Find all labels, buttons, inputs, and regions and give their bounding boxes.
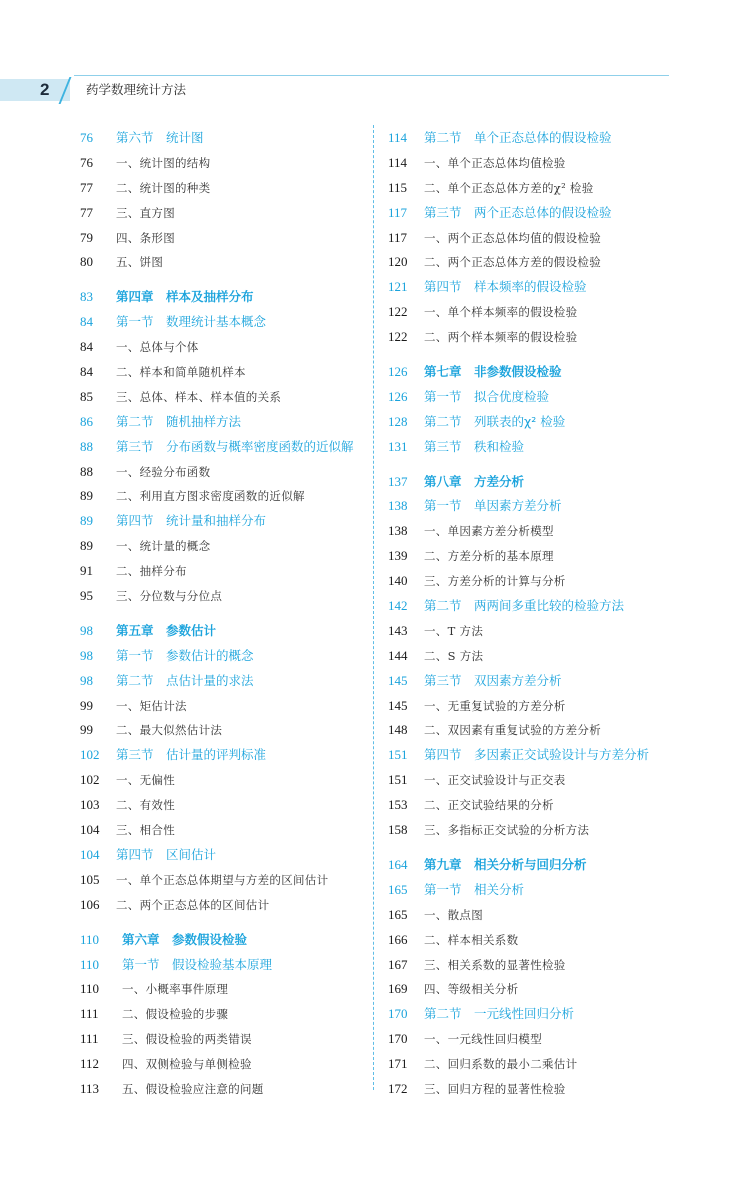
toc-entry-title: 二、统计图的种类 bbox=[116, 180, 211, 195]
toc-page-number: 144 bbox=[388, 647, 408, 663]
book-title: 药学数理统计方法 bbox=[86, 82, 187, 97]
toc-entry-item bbox=[388, 905, 688, 930]
toc-page-number: 126 bbox=[388, 388, 408, 404]
toc-entry-section bbox=[388, 412, 688, 437]
toc-entry-title: 第二节 列联表的χ² 检验 bbox=[424, 413, 566, 429]
toc-entry-section bbox=[80, 646, 370, 671]
toc-page-number: 104 bbox=[80, 822, 100, 838]
toc-entry-item bbox=[388, 955, 688, 980]
toc-entry-chapter bbox=[388, 472, 688, 497]
toc-entry-title: 第九章 相关分析与回归分析 bbox=[424, 856, 587, 872]
toc-entry-title: 第八章 方差分析 bbox=[424, 473, 525, 489]
toc-entry-item bbox=[388, 646, 688, 671]
toc-page-number: 88 bbox=[80, 463, 93, 479]
toc-entry-title: 二、单个正态总体方差的χ² 检验 bbox=[424, 180, 594, 195]
toc-entry-title: 第四节 区间估计 bbox=[116, 846, 217, 862]
toc-entry-item bbox=[80, 387, 370, 412]
toc-page-number: 89 bbox=[80, 538, 93, 554]
toc-entry-title: 第一节 拟合优度检验 bbox=[424, 388, 550, 404]
toc-entry-title: 第三节 分布函数与概率密度函数的近似解 bbox=[116, 438, 354, 454]
toc-entry-title: 第六节 统计图 bbox=[116, 130, 204, 145]
toc-page-number: 98 bbox=[80, 647, 93, 663]
toc-entry-item bbox=[388, 720, 688, 745]
toc-entry-item bbox=[80, 228, 370, 253]
toc-page-number: 171 bbox=[388, 1056, 408, 1072]
toc-entry-item bbox=[80, 586, 370, 611]
toc-entry-section bbox=[388, 128, 688, 153]
toc-page-number: 167 bbox=[388, 956, 408, 972]
toc-page-number: 111 bbox=[80, 1031, 99, 1047]
toc-page-number: 102 bbox=[80, 772, 100, 788]
toc-entry-item bbox=[80, 1004, 370, 1029]
page-number-tab bbox=[0, 79, 70, 101]
toc-entry-section bbox=[80, 845, 370, 870]
toc-entry-title: 一、经验分布函数 bbox=[116, 464, 211, 479]
toc-page-number: 114 bbox=[388, 154, 408, 170]
toc-page-number: 114 bbox=[388, 130, 408, 145]
toc-entry-section bbox=[388, 277, 688, 302]
toc-entry-title: 二、两个正态总体方差的假设检验 bbox=[424, 255, 601, 270]
toc-page-number: 99 bbox=[80, 697, 93, 713]
toc-entry-title: 第二节 两两间多重比较的检验方法 bbox=[424, 598, 625, 614]
toc-page-number: 83 bbox=[80, 289, 93, 305]
toc-entry-title: 二、利用直方图求密度函数的近似解 bbox=[116, 489, 305, 504]
toc-entry-title: 二、双因素有重复试验的方差分析 bbox=[424, 723, 601, 738]
toc-page-number: 172 bbox=[388, 1080, 408, 1096]
toc-page-number: 166 bbox=[388, 931, 408, 947]
toc-entry-title: 一、统计图的结构 bbox=[116, 155, 211, 170]
toc-entry-title: 三、方差分析的计算与分析 bbox=[424, 574, 566, 589]
toc-entry-section bbox=[80, 437, 370, 462]
toc-entry-title: 一、单个样本频率的假设检验 bbox=[424, 305, 578, 320]
toc-entry-section bbox=[388, 437, 688, 462]
toc-entry-item bbox=[80, 795, 370, 820]
toc-entry-title: 三、相合性 bbox=[116, 823, 175, 838]
toc-entry-title: 一、无偏性 bbox=[116, 773, 175, 788]
toc-page-number: 122 bbox=[388, 304, 408, 320]
toc-page-number: 113 bbox=[80, 1080, 100, 1096]
toc-page-number: 104 bbox=[80, 846, 100, 862]
toc-entry-title: 四、等级相关分析 bbox=[424, 982, 519, 997]
toc-entry-item bbox=[388, 621, 688, 646]
toc-entry-item bbox=[388, 546, 688, 571]
toc-page-number: 117 bbox=[388, 229, 408, 245]
toc-entry-title: 一、小概率事件原理 bbox=[122, 982, 229, 997]
toc-page-number: 137 bbox=[388, 473, 408, 489]
toc-entry-title: 三、假设检验的两类错误 bbox=[122, 1032, 252, 1047]
toc-entry-item bbox=[80, 820, 370, 845]
toc-page-number: 80 bbox=[80, 254, 93, 270]
toc-right-column bbox=[388, 128, 688, 1104]
toc-page-number: 117 bbox=[388, 204, 408, 220]
toc-entry-item bbox=[80, 153, 370, 178]
toc-entry-title: 第四节 样本频率的假设检验 bbox=[424, 279, 587, 295]
toc-entry-title: 一、一元线性回归模型 bbox=[424, 1032, 542, 1047]
toc-entry-section bbox=[388, 596, 688, 621]
toc-entry-section bbox=[80, 955, 370, 980]
toc-page-number: 140 bbox=[388, 573, 408, 589]
toc-entry-title: 五、饼图 bbox=[116, 255, 164, 270]
toc-page-number: 98 bbox=[80, 622, 93, 638]
toc-page-number: 151 bbox=[388, 747, 408, 763]
toc-entry-title: 第一节 数理统计基本概念 bbox=[116, 314, 267, 330]
toc-entry-title: 第一节 单因素方差分析 bbox=[424, 498, 562, 514]
toc-left-column bbox=[80, 128, 370, 1104]
toc-entry-section bbox=[388, 496, 688, 521]
toc-entry-title: 第一节 参数估计的概念 bbox=[116, 647, 254, 663]
toc-page-number: 145 bbox=[388, 697, 408, 713]
toc-entry-item bbox=[388, 178, 688, 203]
toc-page-number: 128 bbox=[388, 413, 408, 429]
toc-page-number: 106 bbox=[80, 896, 100, 912]
toc-entry-chapter bbox=[80, 621, 370, 646]
toc-entry-title: 一、总体与个体 bbox=[116, 340, 199, 355]
toc-page-number: 84 bbox=[80, 339, 93, 355]
toc-entry-title: 三、回归方程的显著性检验 bbox=[424, 1081, 566, 1096]
toc-entry-title: 第二节 点估计量的求法 bbox=[116, 672, 254, 688]
toc-page-number: 139 bbox=[388, 548, 408, 564]
toc-entry-item bbox=[80, 252, 370, 277]
toc-entry-section bbox=[388, 880, 688, 905]
toc-entry-item bbox=[80, 979, 370, 1004]
toc-entry-section bbox=[388, 1004, 688, 1029]
header-rule bbox=[74, 75, 669, 76]
toc-entry-title: 第五章 参数估计 bbox=[116, 622, 217, 638]
toc-entry-section bbox=[80, 511, 370, 536]
toc-page-number: 138 bbox=[388, 498, 408, 514]
toc-page-number: 121 bbox=[388, 279, 408, 295]
toc-entry-title: 第二节 一元线性回归分析 bbox=[424, 1006, 575, 1022]
toc-entry-item bbox=[80, 178, 370, 203]
toc-entry-title: 第三节 秩和检验 bbox=[424, 438, 525, 454]
toc-page-number: 138 bbox=[388, 523, 408, 539]
toc-entry-title: 二、回归系数的最小二乘估计 bbox=[424, 1057, 578, 1072]
toc-page-number: 115 bbox=[388, 179, 408, 195]
toc-page-number: 111 bbox=[80, 1006, 99, 1022]
toc-entry-title: 二、两个正态总体的区间估计 bbox=[116, 897, 270, 912]
toc-page-number: 84 bbox=[80, 314, 93, 330]
toc-page-number: 99 bbox=[80, 722, 93, 738]
toc-entry-title: 五、假设检验应注意的问题 bbox=[122, 1081, 264, 1096]
toc-page-number: 170 bbox=[388, 1031, 408, 1047]
toc-page-number: 142 bbox=[388, 598, 408, 614]
toc-entry-section bbox=[80, 745, 370, 770]
toc-entry-title: 二、假设检验的步骤 bbox=[122, 1007, 229, 1022]
toc-entry-section bbox=[80, 671, 370, 696]
toc-entry-section bbox=[80, 312, 370, 337]
toc-entry-item bbox=[80, 696, 370, 721]
toc-entry-title: 第四节 统计量和抽样分布 bbox=[116, 513, 267, 529]
toc-entry-title: 第一节 假设检验基本原理 bbox=[122, 956, 273, 972]
toc-entry-title: 二、S 方法 bbox=[424, 648, 484, 663]
toc-entry-title: 第六章 参数假设检验 bbox=[122, 931, 248, 947]
toc-page-number: 169 bbox=[388, 981, 408, 997]
toc-entry-item bbox=[388, 327, 688, 352]
toc-entry-title: 二、方差分析的基本原理 bbox=[424, 549, 554, 564]
toc-entry-title: 第二节 随机抽样方法 bbox=[116, 413, 242, 429]
toc-page-number: 143 bbox=[388, 622, 408, 638]
toc-page-number: 84 bbox=[80, 364, 93, 380]
toc-page-number: 89 bbox=[80, 488, 93, 504]
toc-page-number: 122 bbox=[388, 329, 408, 345]
toc-page-number: 151 bbox=[388, 772, 408, 788]
toc-entry-section bbox=[388, 671, 688, 696]
toc-entry-title: 一、两个正态总体均值的假设检验 bbox=[424, 230, 601, 245]
toc-entry-item bbox=[80, 1054, 370, 1079]
toc-entry-title: 一、矩估计法 bbox=[116, 698, 187, 713]
toc-entry-item bbox=[80, 1029, 370, 1054]
toc-entry-title: 第四节 多因素正交试验设计与方差分析 bbox=[424, 747, 650, 763]
toc-page-number: 98 bbox=[80, 672, 93, 688]
toc-entry-title: 第四章 样本及抽样分布 bbox=[116, 289, 254, 305]
toc-page-number: 158 bbox=[388, 822, 408, 838]
toc-page-number: 77 bbox=[80, 204, 93, 220]
toc-entry-item bbox=[388, 1029, 688, 1054]
toc-entry-title: 二、两个样本频率的假设检验 bbox=[424, 330, 578, 345]
toc-page-number: 95 bbox=[80, 588, 93, 604]
toc-page-number: 91 bbox=[80, 563, 93, 579]
toc-entry-item bbox=[388, 252, 688, 277]
toc-entry-title: 第七章 非参数假设检验 bbox=[424, 364, 562, 380]
toc-page-number: 103 bbox=[80, 797, 100, 813]
toc-entry-title: 二、正交试验结果的分析 bbox=[424, 798, 554, 813]
toc-page-number: 126 bbox=[388, 364, 408, 380]
toc-entry-item bbox=[80, 536, 370, 561]
toc-page-number: 120 bbox=[388, 254, 408, 270]
toc-entry-title: 第一节 相关分析 bbox=[424, 881, 525, 897]
toc-entry-item bbox=[388, 571, 688, 596]
toc-page-number: 164 bbox=[388, 856, 408, 872]
toc-entry-section bbox=[80, 412, 370, 437]
toc-entry-title: 三、多指标正交试验的分析方法 bbox=[424, 823, 590, 838]
toc-entry-title: 二、抽样分布 bbox=[116, 564, 187, 579]
toc-entry-title: 一、单个正态总体期望与方差的区间估计 bbox=[116, 872, 329, 887]
toc-entry-title: 二、样本相关系数 bbox=[424, 932, 519, 947]
toc-page-number: 165 bbox=[388, 881, 408, 897]
toc-page-number: 131 bbox=[388, 438, 408, 454]
toc-page-number: 102 bbox=[80, 747, 100, 763]
toc-entry-item bbox=[80, 720, 370, 745]
toc-page-number: 86 bbox=[80, 413, 93, 429]
toc-entry-item bbox=[388, 795, 688, 820]
toc-entry-chapter bbox=[80, 287, 370, 312]
toc-page-number: 85 bbox=[80, 388, 93, 404]
toc-entry-chapter bbox=[388, 855, 688, 880]
page-header bbox=[0, 75, 750, 105]
toc-entry-title: 一、单因素方差分析模型 bbox=[424, 524, 554, 539]
toc-entry-title: 第三节 估计量的评判标准 bbox=[116, 747, 267, 763]
toc-page-number: 76 bbox=[80, 130, 93, 145]
toc-entry-title: 第三节 两个正态总体的假设检验 bbox=[424, 204, 612, 220]
toc-entry-item bbox=[388, 228, 688, 253]
toc-page-number: 76 bbox=[80, 154, 93, 170]
toc-entry-item bbox=[80, 486, 370, 511]
toc-page-number: 89 bbox=[80, 513, 93, 529]
toc-entry-item bbox=[388, 930, 688, 955]
toc-entry-item bbox=[388, 153, 688, 178]
toc-entry-title: 四、条形图 bbox=[116, 230, 175, 245]
toc-entry-item bbox=[80, 337, 370, 362]
page-number: 2 bbox=[40, 80, 50, 99]
toc-page-number: 110 bbox=[80, 981, 100, 997]
toc-entry-item bbox=[388, 979, 688, 1004]
toc-entry-item bbox=[388, 1079, 688, 1104]
toc-entry-title: 二、有效性 bbox=[116, 798, 175, 813]
toc-entry-chapter bbox=[80, 930, 370, 955]
toc-entry-item bbox=[388, 820, 688, 845]
toc-page-number: 112 bbox=[80, 1056, 100, 1072]
toc-entry-title: 一、无重复试验的方差分析 bbox=[424, 698, 566, 713]
toc-entry-chapter bbox=[388, 362, 688, 387]
toc-entry-section bbox=[80, 128, 370, 153]
toc-page-number: 170 bbox=[388, 1006, 408, 1022]
toc-entry-title: 一、正交试验设计与正交表 bbox=[424, 773, 566, 788]
column-divider bbox=[373, 125, 374, 1090]
toc-entry-item bbox=[388, 521, 688, 546]
toc-page-number: 165 bbox=[388, 906, 408, 922]
toc-entry-title: 一、统计量的概念 bbox=[116, 539, 211, 554]
toc-entry-item bbox=[80, 362, 370, 387]
toc-entry-title: 一、散点图 bbox=[424, 907, 483, 922]
toc-page-number: 110 bbox=[80, 956, 100, 972]
toc-entry-title: 三、直方图 bbox=[116, 205, 175, 220]
toc-page-number: 110 bbox=[80, 931, 100, 947]
toc-entry-title: 三、分位数与分位点 bbox=[116, 589, 223, 604]
toc-entry-item bbox=[388, 696, 688, 721]
toc-page-number: 148 bbox=[388, 722, 408, 738]
toc-entry-item bbox=[80, 203, 370, 228]
toc-entry-item bbox=[80, 895, 370, 920]
toc-entry-title: 二、最大似然估计法 bbox=[116, 723, 223, 738]
toc-entry-item bbox=[388, 302, 688, 327]
toc-entry-title: 一、T 方法 bbox=[424, 623, 484, 638]
toc-entry-section bbox=[388, 203, 688, 228]
toc-entry-title: 三、总体、样本、样本值的关系 bbox=[116, 389, 282, 404]
toc-page-number: 153 bbox=[388, 797, 408, 813]
toc-entry-title: 第三节 双因素方差分析 bbox=[424, 672, 562, 688]
toc-page-number: 105 bbox=[80, 871, 100, 887]
toc-entry-item bbox=[80, 462, 370, 487]
toc-entry-section bbox=[388, 387, 688, 412]
toc-page-number: 88 bbox=[80, 438, 93, 454]
toc-entry-item bbox=[388, 770, 688, 795]
toc-entry-title: 三、相关系数的显著性检验 bbox=[424, 957, 566, 972]
toc-entry-item bbox=[388, 1054, 688, 1079]
toc-entry-item bbox=[80, 1079, 370, 1104]
toc-entry-title: 四、双侧检验与单侧检验 bbox=[122, 1057, 252, 1072]
toc-entry-item bbox=[80, 870, 370, 895]
toc-entry-section bbox=[388, 745, 688, 770]
toc-page-number: 145 bbox=[388, 672, 408, 688]
toc-entry-title: 第二节 单个正态总体的假设检验 bbox=[424, 130, 612, 145]
toc-entry-item bbox=[80, 561, 370, 586]
toc-entry-title: 二、样本和简单随机样本 bbox=[116, 365, 246, 380]
toc-entry-item bbox=[80, 770, 370, 795]
toc-entry-title: 一、单个正态总体均值检验 bbox=[424, 155, 566, 170]
toc-page-number: 77 bbox=[80, 179, 93, 195]
toc-page-number: 79 bbox=[80, 229, 93, 245]
